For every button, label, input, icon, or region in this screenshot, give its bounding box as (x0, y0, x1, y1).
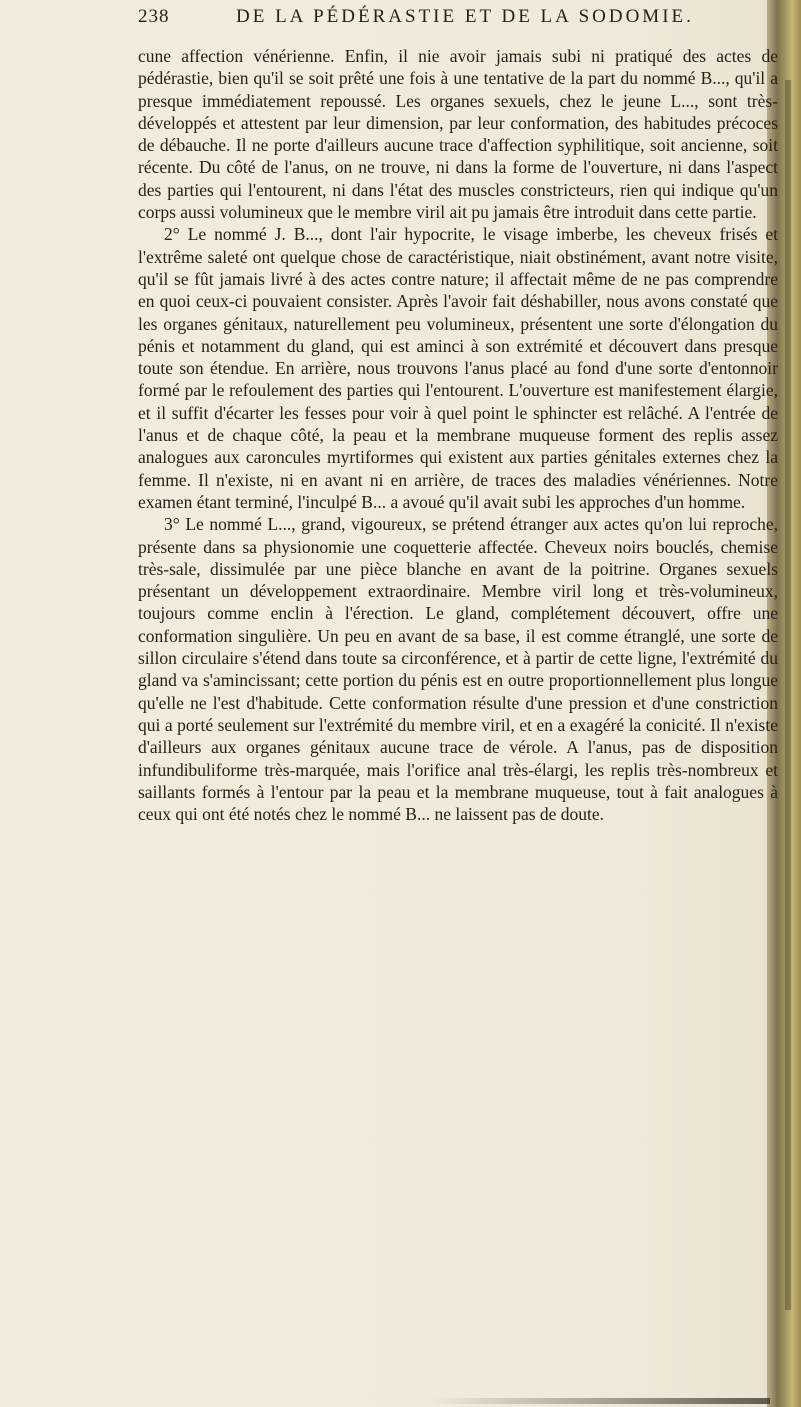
running-header (138, 6, 778, 36)
paragraph-case-2: 2° Le nommé J. B..., dont l'air hypocrite, le visage imberbe, les cheveux frisés et l'extrême saleté ont quelque chose de caractéristique, niait obstinément, avant notre visite, qu'il se fût jamais livré à des actes contre nature; il affectait même de ne pas comprendre en quoi ceux-ci pouvaient consister. Après l'avoir fait déshabiller, nous avons constaté que les organes génitaux, naturellement peu volumineux, présentent une sorte d'élongation du pénis et notamment du gland, qui est aminci à son extrémité et découvert dans presque toute son étendue. En arrière, nous trouvons l'anus placé au fond d'une sorte d'entonnoir formé par le refoulement des parties qui l'entourent. L'ouverture est manifestement élargie, et il suffit d'écarter les fesses pour voir à quel point le sphincter est relâché. A l'entrée de l'anus et de chaque côté, la peau et la membrane muqueuse forment des replis assez analogues aux caroncules myrtiformes qui existent aux parties génitales externes chez la femme. Il n'existe, ni en avant ni en arrière, de traces des maladies vénériennes. Notre examen étant terminé, l'inculpé B... a avoué qu'il avait subi les approches d'un homme. (138, 224, 778, 512)
paragraph-continuation: cune affection vénérienne. Enfin, il nie avoir jamais subi ni pratiqué des actes de pédérastie, bien qu'il se soit prêté une fois à une tentative de la part du nommé B..., qu'il a presque immédiatement repoussé. Les organes sexuels, chez le jeune L..., sont très-développés et attestent par leur dimension, par leur conformation, des habitudes précoces de débauche. Il ne porte d'ailleurs aucune trace d'affection syphilitique, soit ancienne, soit récente. Du côté de l'anus, on ne trouve, ni dans la forme de l'ouverture, ni dans l'aspect des parties qui l'entourent, ni dans l'état des muscles constricteurs, rien qui indique qu'un corps aussi volumineux que le membre viril ait pu jamais être introduit dans cette partie. (138, 46, 778, 223)
spine-shadow (785, 80, 791, 1310)
body-text (138, 45, 778, 825)
paragraph-case-3: 3° Le nommé L..., grand, vigoureux, se prétend étranger aux actes qu'on lui reproche, présente dans sa physionomie une coquetterie affectée. Cheveux noirs bouclés, chemise très-sale, dissimulée par une pièce blanche en avant de la poitrine. Organes sexuels présentant un développement extraordinaire. Membre viril long et très-volumineux, toujours comme enclin à l'érection. Le gland, complétement découvert, offre une conformation singulière. Un peu en avant de sa base, il est comme étranglé, une sorte de sillon circulaire s'étend dans toute sa circonférence, et à partir de cette ligne, l'extrémité du gland va s'amincissant; cette portion du pénis est en outre proportionnellement plus longue qu'elle ne l'est d'habitude. Cette conformation résulte d'une pression et d'une constriction qui a porté seulement sur l'extrémité du membre viril, et en a exagéré la conicité. Il n'existe d'ailleurs aux organes génitaux aucune trace de vérole. A l'anus, pas de disposition infundibuliforme très-marquée, mais l'orifice anal très-élargi, les replis très-nombreux et saillants formés à l'entour par la peau et la membrane muqueuse, tout à fait analogues à ceux qui ont été notés chez le nommé B... ne laissent pas de doute. (138, 514, 778, 825)
running-title: DE LA PÉDÉRASTIE ET DE LA SODOMIE. (236, 6, 694, 27)
page-number: 238 (138, 6, 170, 27)
bottom-edge-shadow (430, 1398, 770, 1404)
